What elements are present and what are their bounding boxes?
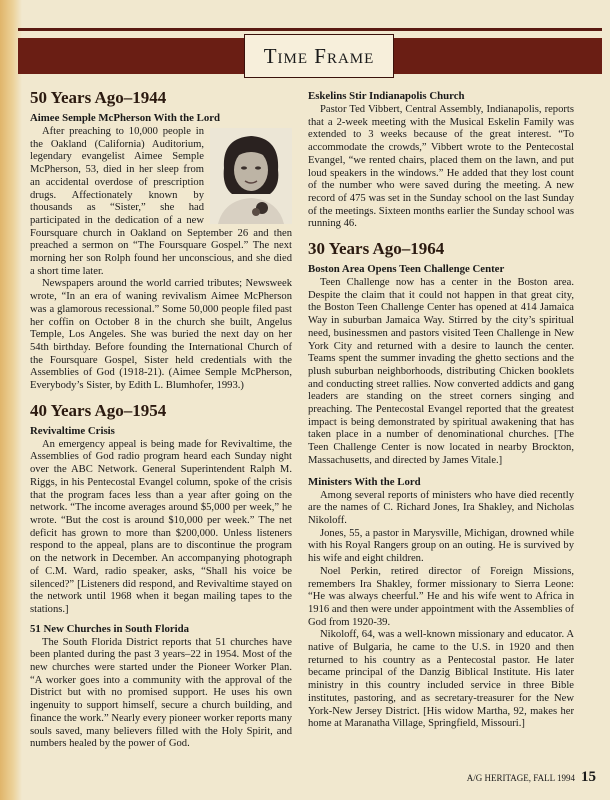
article-paragraph: Jones, 55, a pastor in Marysville, Michigan, drowned while with his Royal Rangers group on an outing. He is survived by his wife and eight children.	[308, 527, 574, 565]
article-title: Aimee Semple McPherson With the Lord	[30, 112, 221, 124]
publication-name: A/G HERITAGE, FALL 1994	[466, 773, 575, 783]
article-title: Eskelins Stir Indianapolis Church	[308, 90, 465, 102]
right-column	[308, 86, 574, 731]
article-title: Ministers With the Lord	[308, 475, 421, 488]
section-heading-1954: 40 Years Ago–1954	[30, 400, 167, 420]
article-paragraph: Among several reports of ministers who have died recently are the names of C. Richard Jones, Ira Shakley, and Nicholas Nikoloff.	[308, 489, 574, 526]
article-paragraph: Nikoloff, 64, was a well-known missionary and educator. A native of Bulgaria, he came to the U.S. in 1920 and then returned to his country as a Pentecostal pastor. He later became principal of the Danzig Biblical Institute. His later ministry in this country included service in three Bible institutes, pastoring, and as secretary-treasurer for the New York-New Jersey District. [His widow Martha, 92, makes her home at Maranatha Village, Springfield, Missouri.]	[308, 629, 574, 730]
article-paragraph: Teen Challenge now has a center in the Boston area. Despite the claim that it could not happen in that great city, the Boston Teen Challenge Center has opened at 414 Jamaica Way in suburban Jamaica Way. Stirred by the city’s spiritual need, businessmen and pastors visited Teen Challenge in New York City and returned with a desire to launch the center. Teams spent the summer invading the ghetto sections and the plush suburban neighborhoods, distributing Chicken booklets and conducting street rallies. Now converted addicts and gang leaders are standing on the street corners singing and preaching. The Pentecostal Evangel reported that the greatest impact is being demonstrated by spiritual awakening that has taken place in a number of denominational churches. [The Teen Challenge Center is now located in nearby Brockton, Massachusetts, and directed by James Vitale.]	[308, 277, 574, 466]
section-heading-1964: 30 Years Ago–1964	[308, 239, 445, 259]
section-heading-1944: 50 Years Ago–1944	[30, 88, 167, 107]
portrait-photo	[210, 128, 292, 224]
article-paragraph: Pastor Ted Vibbert, Central Assembly, Indianapolis, reports that a 2-week meeting with the Musical Eskelin Family was extended to 3 weeks because of the great interest. “To accommodate the crowds,” Vibbert wrote to the Pentecostal Evangel, “we rented chairs, placed them on the lawn, and put loud speakers in the windows.” He added that they lost count of the number who were saved during the meeting. A new record of 475 was set in the Sunday school on the last Sunday of the meetings. Sixteen months earlier the Sunday school was running 46.	[308, 104, 574, 230]
binding-shadow	[0, 0, 22, 800]
header-bar	[18, 38, 602, 74]
article-title: Boston Area Opens Teen Challenge Center	[308, 263, 505, 276]
page-title: Time Frame	[244, 34, 394, 78]
article-paragraph: After preaching to 10,000 people in the Oakland (California) Auditorium, legendary evangelist Aimee Semple McPherson, 53, died in her sleep from an accidental overdose of prescription drugs. Affectionately known by thousands as “Sister,” she had participated in the dedication of a new Foursquare church in Oakland on September 26 and then preached a sermon on “The Foursquare Gospel.” The next morning her son Rolph found her unconscious, and she died a short time later.	[30, 126, 292, 277]
top-rule	[18, 28, 602, 31]
page-footer	[467, 769, 596, 786]
article-title: 51 New Churches in South Florida	[30, 622, 190, 635]
left-column	[30, 86, 292, 751]
article-paragraph: Noel Perkin, retired director of Foreign Missions, remembers Ira Shakley, former missionary to Sierra Leone: “He was always cheerful.” He and his wife went to Africa in 1916 and then were under appointment with the Assemblies of God from 1920-39.	[308, 565, 574, 628]
article-paragraph: Newspapers around the world carried tributes; Newsweek wrote, “In an era of waning revivalism Aimee McPherson was a glamorous recessional.” Some 50,000 people filed past her coffin on October 8 in the church she built, Angelus Temple, Los Angeles. She was buried the next day on her 54th birthday. Before founding the International Church of the Foursquare Gospel, Sister held credentials with the Assemblies of God (1918-21). (Aimee Semple McPherson, Everybody’s Sister, by Edith L. Blumhofer, 1993.)	[30, 278, 292, 392]
article-paragraph: The South Florida District reports that 51 churches have been planted during the past 3 years–22 in 1954. Most of the new churches were started under the Pioneer Worker Plan. “A worker goes into a community with the approval of the District but with no promised support. He uses his own ingenuity to support himself, secure a church building, and finance the work.” Nearly every pioneer worker reports many souls saved, many believers filled with the Holy Spirit, and numbers healed by the power of God.	[30, 636, 292, 750]
page-number: 15	[581, 769, 596, 785]
article-paragraph: An emergency appeal is being made for Revivaltime, the Assemblies of God radio program heard each Sunday night over the ABC Network. General Superintendent Ralph M. Riggs, in his Pentecostal Evangel column, spoke of the crisis that the program faces less than a year after going on the network. “The income averages around $5,000 per week,” he wrote. “But the cost is around $10,000 per week.” The net deficit has grown to more than $200,000. Unless listeners respond to the appeal, plans are to discontinue the program on the network in December. An accompanying photograph of C.M. Ward, radio speaker, asks, “Shall his voice be silenced?” [Listeners did respond, and Revivaltime stayed on the network until 1968 when it began mailing tapes to the stations.]	[30, 438, 292, 615]
article-title: Revivaltime Crisis	[30, 424, 115, 437]
